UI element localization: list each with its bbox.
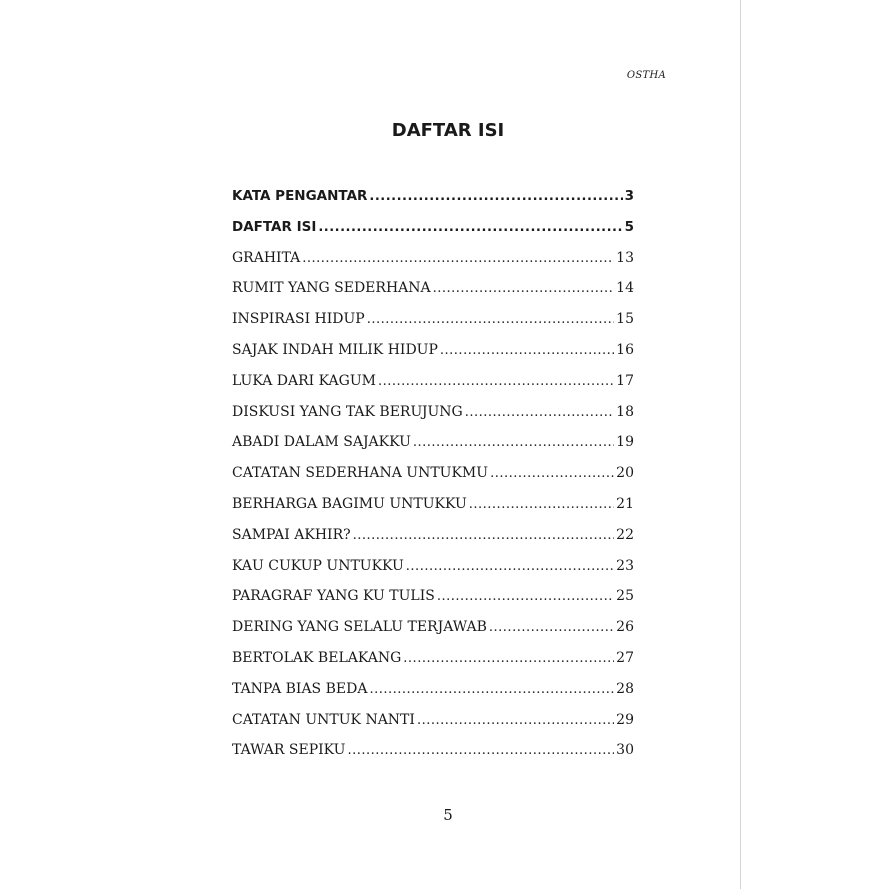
toc-dot-leader (353, 527, 615, 543)
toc-entry-title: KAU CUKUP UNTUKKU (232, 557, 404, 574)
toc-dot-leader (347, 742, 614, 758)
toc-entry-title: BERTOLAK BELAKANG (232, 649, 402, 666)
toc-entry-page: 30 (616, 742, 634, 759)
toc-entry (232, 404, 634, 435)
toc-entry (232, 465, 634, 496)
toc-entry (232, 373, 634, 404)
toc-entry (232, 434, 634, 465)
toc-dot-leader (465, 404, 614, 420)
toc-entry-title: TAWAR SEPIKU (232, 742, 346, 759)
toc-dot-leader (369, 188, 622, 204)
toc-entry-page: 16 (616, 341, 634, 358)
toc-entry-page: 20 (616, 465, 634, 482)
toc-entry (232, 496, 634, 527)
toc-entry-title: KATA PENGANTAR (232, 188, 368, 204)
toc-entry (232, 619, 634, 650)
toc-entry (232, 681, 634, 712)
toc-entry-page: 15 (616, 311, 634, 328)
toc-entry (232, 527, 634, 558)
toc-entry (232, 742, 634, 773)
toc-dot-leader (489, 619, 614, 635)
page-number: 5 (443, 806, 453, 824)
toc-entry (232, 219, 634, 250)
toc-entry-page: 18 (616, 403, 634, 420)
toc-entry-page: 25 (616, 588, 634, 605)
toc-dot-leader (413, 434, 614, 450)
toc-entry (232, 342, 634, 373)
toc-dot-leader (417, 712, 614, 728)
page-title: DAFTAR ISI (391, 120, 505, 141)
toc-entry-page: 13 (616, 249, 634, 266)
toc-entry (232, 188, 634, 219)
toc-entry-title: DAFTAR ISI (232, 218, 317, 235)
toc-entry-title: SAMPAI AKHIR? (232, 526, 351, 543)
toc-entry-title: PARAGRAF YANG KU TULIS (232, 588, 435, 605)
toc-entry-page: 29 (616, 711, 634, 728)
toc-entry-title: RUMIT YANG SEDERHANA (232, 280, 431, 297)
toc-entry (232, 311, 634, 342)
toc-entry-title: SAJAK INDAH MILIK HIDUP (232, 341, 438, 358)
page-margin-background (741, 0, 889, 889)
toc-entry (232, 712, 634, 743)
toc-dot-leader (437, 588, 614, 604)
toc-entry-page: 17 (616, 372, 634, 389)
toc-entry-title: INSPIRASI HIDUP (232, 311, 365, 328)
toc-dot-leader (440, 342, 614, 358)
toc-dot-leader (433, 280, 615, 296)
table-of-contents (232, 188, 634, 773)
toc-entry-title: TANPA BIAS BEDA (232, 680, 368, 697)
toc-entry-page: 5 (624, 218, 634, 235)
toc-entry-title: GRAHITA (232, 249, 301, 266)
toc-dot-leader (318, 219, 622, 235)
toc-entry-page: 27 (616, 649, 634, 666)
toc-dot-leader (367, 311, 614, 327)
toc-dot-leader (490, 465, 614, 481)
toc-entry-title: ABADI DALAM SAJAKKU (232, 434, 411, 451)
toc-entry (232, 588, 634, 619)
toc-entry-page: 21 (616, 495, 634, 512)
toc-entry (232, 280, 634, 311)
toc-entry-title: DERING YANG SELALU TERJAWAB (232, 619, 487, 636)
toc-entry-page: 3 (624, 188, 634, 204)
toc-entry-title: DISKUSI YANG TAK BERUJUNG (232, 403, 463, 420)
toc-entry-page: 22 (616, 526, 634, 543)
toc-entry-title: BERHARGA BAGIMU UNTUKKU (232, 495, 467, 512)
toc-dot-leader (406, 558, 614, 574)
toc-dot-leader (369, 681, 614, 697)
toc-dot-leader (378, 373, 614, 389)
toc-entry-page: 19 (616, 434, 634, 451)
toc-dot-leader (403, 650, 614, 666)
toc-entry (232, 558, 634, 589)
toc-entry (232, 250, 634, 281)
toc-dot-leader (302, 250, 614, 266)
toc-entry-title: CATATAN UNTUK NANTI (232, 711, 415, 728)
toc-entry (232, 650, 634, 681)
toc-entry-page: 26 (616, 619, 634, 636)
toc-entry-page: 28 (616, 680, 634, 697)
toc-dot-leader (469, 496, 614, 512)
toc-entry-page: 14 (616, 280, 634, 297)
toc-entry-title: LUKA DARI KAGUM (232, 372, 376, 389)
toc-entry-title: CATATAN SEDERHANA UNTUKMU (232, 465, 489, 482)
running-header: OSTHA (626, 70, 666, 81)
toc-entry-page: 23 (616, 557, 634, 574)
